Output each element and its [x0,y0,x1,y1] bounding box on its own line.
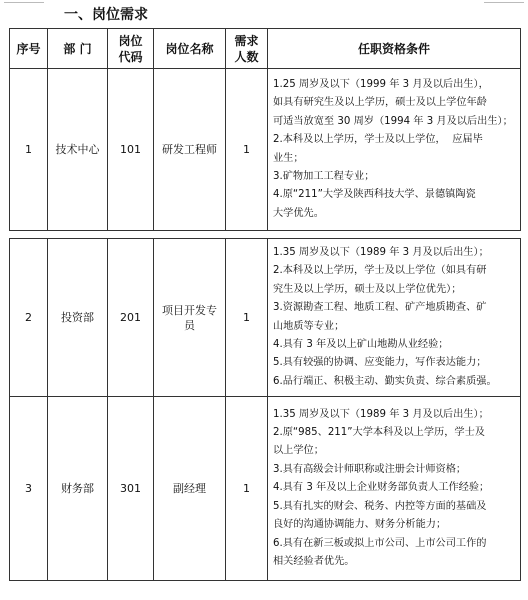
requirement-item: 1.35 周岁及以下（1989 年 3 月及以后出生）； [273,246,489,258]
page-corner-mark-left [4,2,44,3]
requirement-item: 6.品行端正、积极主动、勤实负责、综合素质强。 [273,375,497,387]
requirement-item: 1.35 周岁及以下（1989 年 3 月及以后出生）； [273,408,489,420]
section-title: 一、岗位需求 [64,7,148,23]
requirement-item: 3.资源勘查工程、地质工程、矿产地质勘查、矿 山地质等专业； [273,302,487,332]
row-count: 1 [226,69,268,231]
row-count: 1 [226,239,268,397]
row-dept: 财务部 [48,397,108,581]
row-dept: 投资部 [48,239,108,397]
requirement-item: 4.具有 3 年及以上矿山地勘从业经验； [273,338,449,350]
table-row [10,239,521,397]
row-requirements [268,397,521,581]
requirement-item: 2.原“985、211”大学本科及以上学历，学士及 以上学位； [273,427,485,457]
requirement-item: 6.具有在新三板或拟上市公司、上市公司工作的 相关经验者优先。 [273,537,487,567]
row-code: 101 [108,69,154,231]
table-row [10,69,521,231]
row-seq: 1 [10,69,48,231]
header-code: 岗位 代码 [108,29,154,69]
header-req: 任职资格条件 [268,29,521,69]
row-seq: 3 [10,397,48,581]
row-code: 201 [108,239,154,397]
row-title: 项目开发专 员 [154,239,226,397]
row-code: 301 [108,397,154,581]
requirement-item: 4.具有 3 年及以上企业财务部负责人工作经验； [273,482,490,494]
requirement-item: 1.25 周岁及以下（1999 年 3 月及以后出生）， 如具有研究生及以上学历，硕士及以上学位年龄 可适当放宽至 30 周岁（1994 年 3 月及以后出生）； [273,78,513,127]
row-count: 1 [226,397,268,581]
requirement-item: 5.具有扎实的财会、税务、内控等方面的基础及 良好的沟通协调能力、财务分析能力； [273,500,487,531]
requirement-item: 2.本科及以上学历，学士及以上学位， 应届毕 业生； [273,134,483,164]
requirement-item: 2.本科及以上学历，学士及以上学位（如具有研 究生及以上学历，硕士及以上学位优先）； [273,265,487,295]
requirement-item: 5.具有较强的协调、应变能力，写作表达能力； [273,357,487,369]
table-row [10,397,521,581]
row-seq: 2 [10,239,48,397]
header-title: 岗位名称 [154,29,226,69]
table-header-row [10,29,521,69]
requirement-item: 4.原“211”大学及陕西科技大学、景德镇陶瓷 大学优先。 [273,189,476,219]
header-dept: 部 门 [48,29,108,69]
requirement-item: 3.具有高级会计师职称或注册会计师资格； [273,463,467,475]
row-requirements [268,69,521,231]
row-title: 研发工程师 [154,69,226,231]
job-requirements-table [9,28,521,231]
row-requirements [268,239,521,397]
header-seq: 序号 [10,29,48,69]
page-corner-mark-right [484,2,524,3]
row-title: 副经理 [154,397,226,581]
header-count: 需求 人数 [226,29,268,69]
requirement-item: 3.矿物加工工程专业； [273,170,375,182]
row-dept: 技术中心 [48,69,108,231]
job-requirements-table-continued [9,238,521,581]
